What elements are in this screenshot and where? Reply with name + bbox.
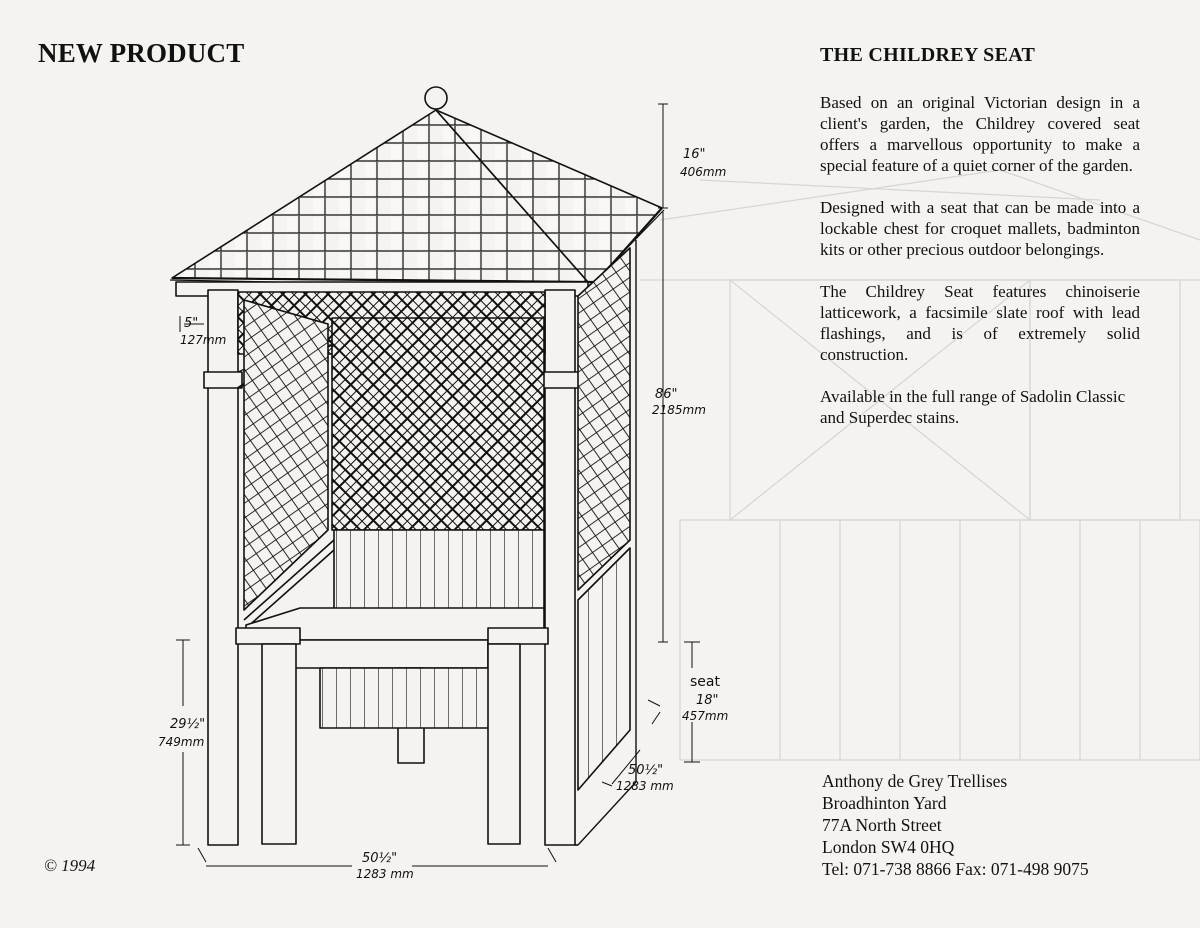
- seat-label: seat: [690, 674, 720, 690]
- company-name: Anthony de Grey Trellises: [822, 771, 1008, 791]
- back-lattice-panel: [332, 318, 544, 530]
- overall-height-mm: 2185mm: [652, 403, 706, 417]
- overall-height-inches: 86": [655, 387, 678, 402]
- arm-height-mm: 749mm: [158, 735, 205, 749]
- address-line: 77A North Street: [822, 815, 942, 835]
- description-paragraph: The Childrey Seat features chinoiserie latticework, a facsimile slate roof with lead flashings, and is of extremely solid construction.: [820, 282, 1140, 364]
- address-line: Broadhinton Yard: [822, 793, 947, 813]
- arm-height-inches: 29½": [170, 717, 206, 732]
- description-paragraph: Based on an original Victorian design in a client's garden, the Childrey covered seat offers a marvellous opportunity to make a special feature of a quiet corner of the garden.: [820, 93, 1140, 175]
- eave-width-mm: 127mm: [180, 333, 227, 347]
- product-title: THE CHILDREY SEAT: [820, 44, 1036, 66]
- seat-height-mm: 457mm: [682, 709, 729, 723]
- roof-height-inches: 16": [683, 147, 706, 162]
- roof-height-mm: 406mm: [680, 165, 727, 179]
- description-paragraph: Available in the full range of Sadolin Classic and Superdec stains.: [820, 387, 1126, 427]
- depth-inches: 50½": [628, 763, 664, 778]
- depth-mm: 1283 mm: [616, 779, 674, 793]
- right-side-lower-panel: [578, 548, 630, 790]
- address-line: London SW4 0HQ: [822, 837, 955, 857]
- description-paragraph: Designed with a seat that can be made into a lockable chest for croquet mallets, badminton kits or other precious outdoor belongings.: [820, 198, 1140, 259]
- right-side-lattice: [578, 248, 630, 590]
- contact-line: Tel: 071-738 8866 Fax: 071-498 9075: [822, 859, 1089, 879]
- left-side-lattice: [244, 300, 328, 610]
- page-headline: NEW PRODUCT: [38, 38, 245, 68]
- copyright-notice: © 1994: [44, 856, 96, 875]
- seat-height-inches: 18": [696, 693, 719, 708]
- width-inches: 50½": [362, 851, 398, 866]
- width-mm: 1283 mm: [356, 867, 414, 881]
- eave-width-inches: 5": [184, 316, 199, 331]
- roof-finial: [425, 87, 447, 109]
